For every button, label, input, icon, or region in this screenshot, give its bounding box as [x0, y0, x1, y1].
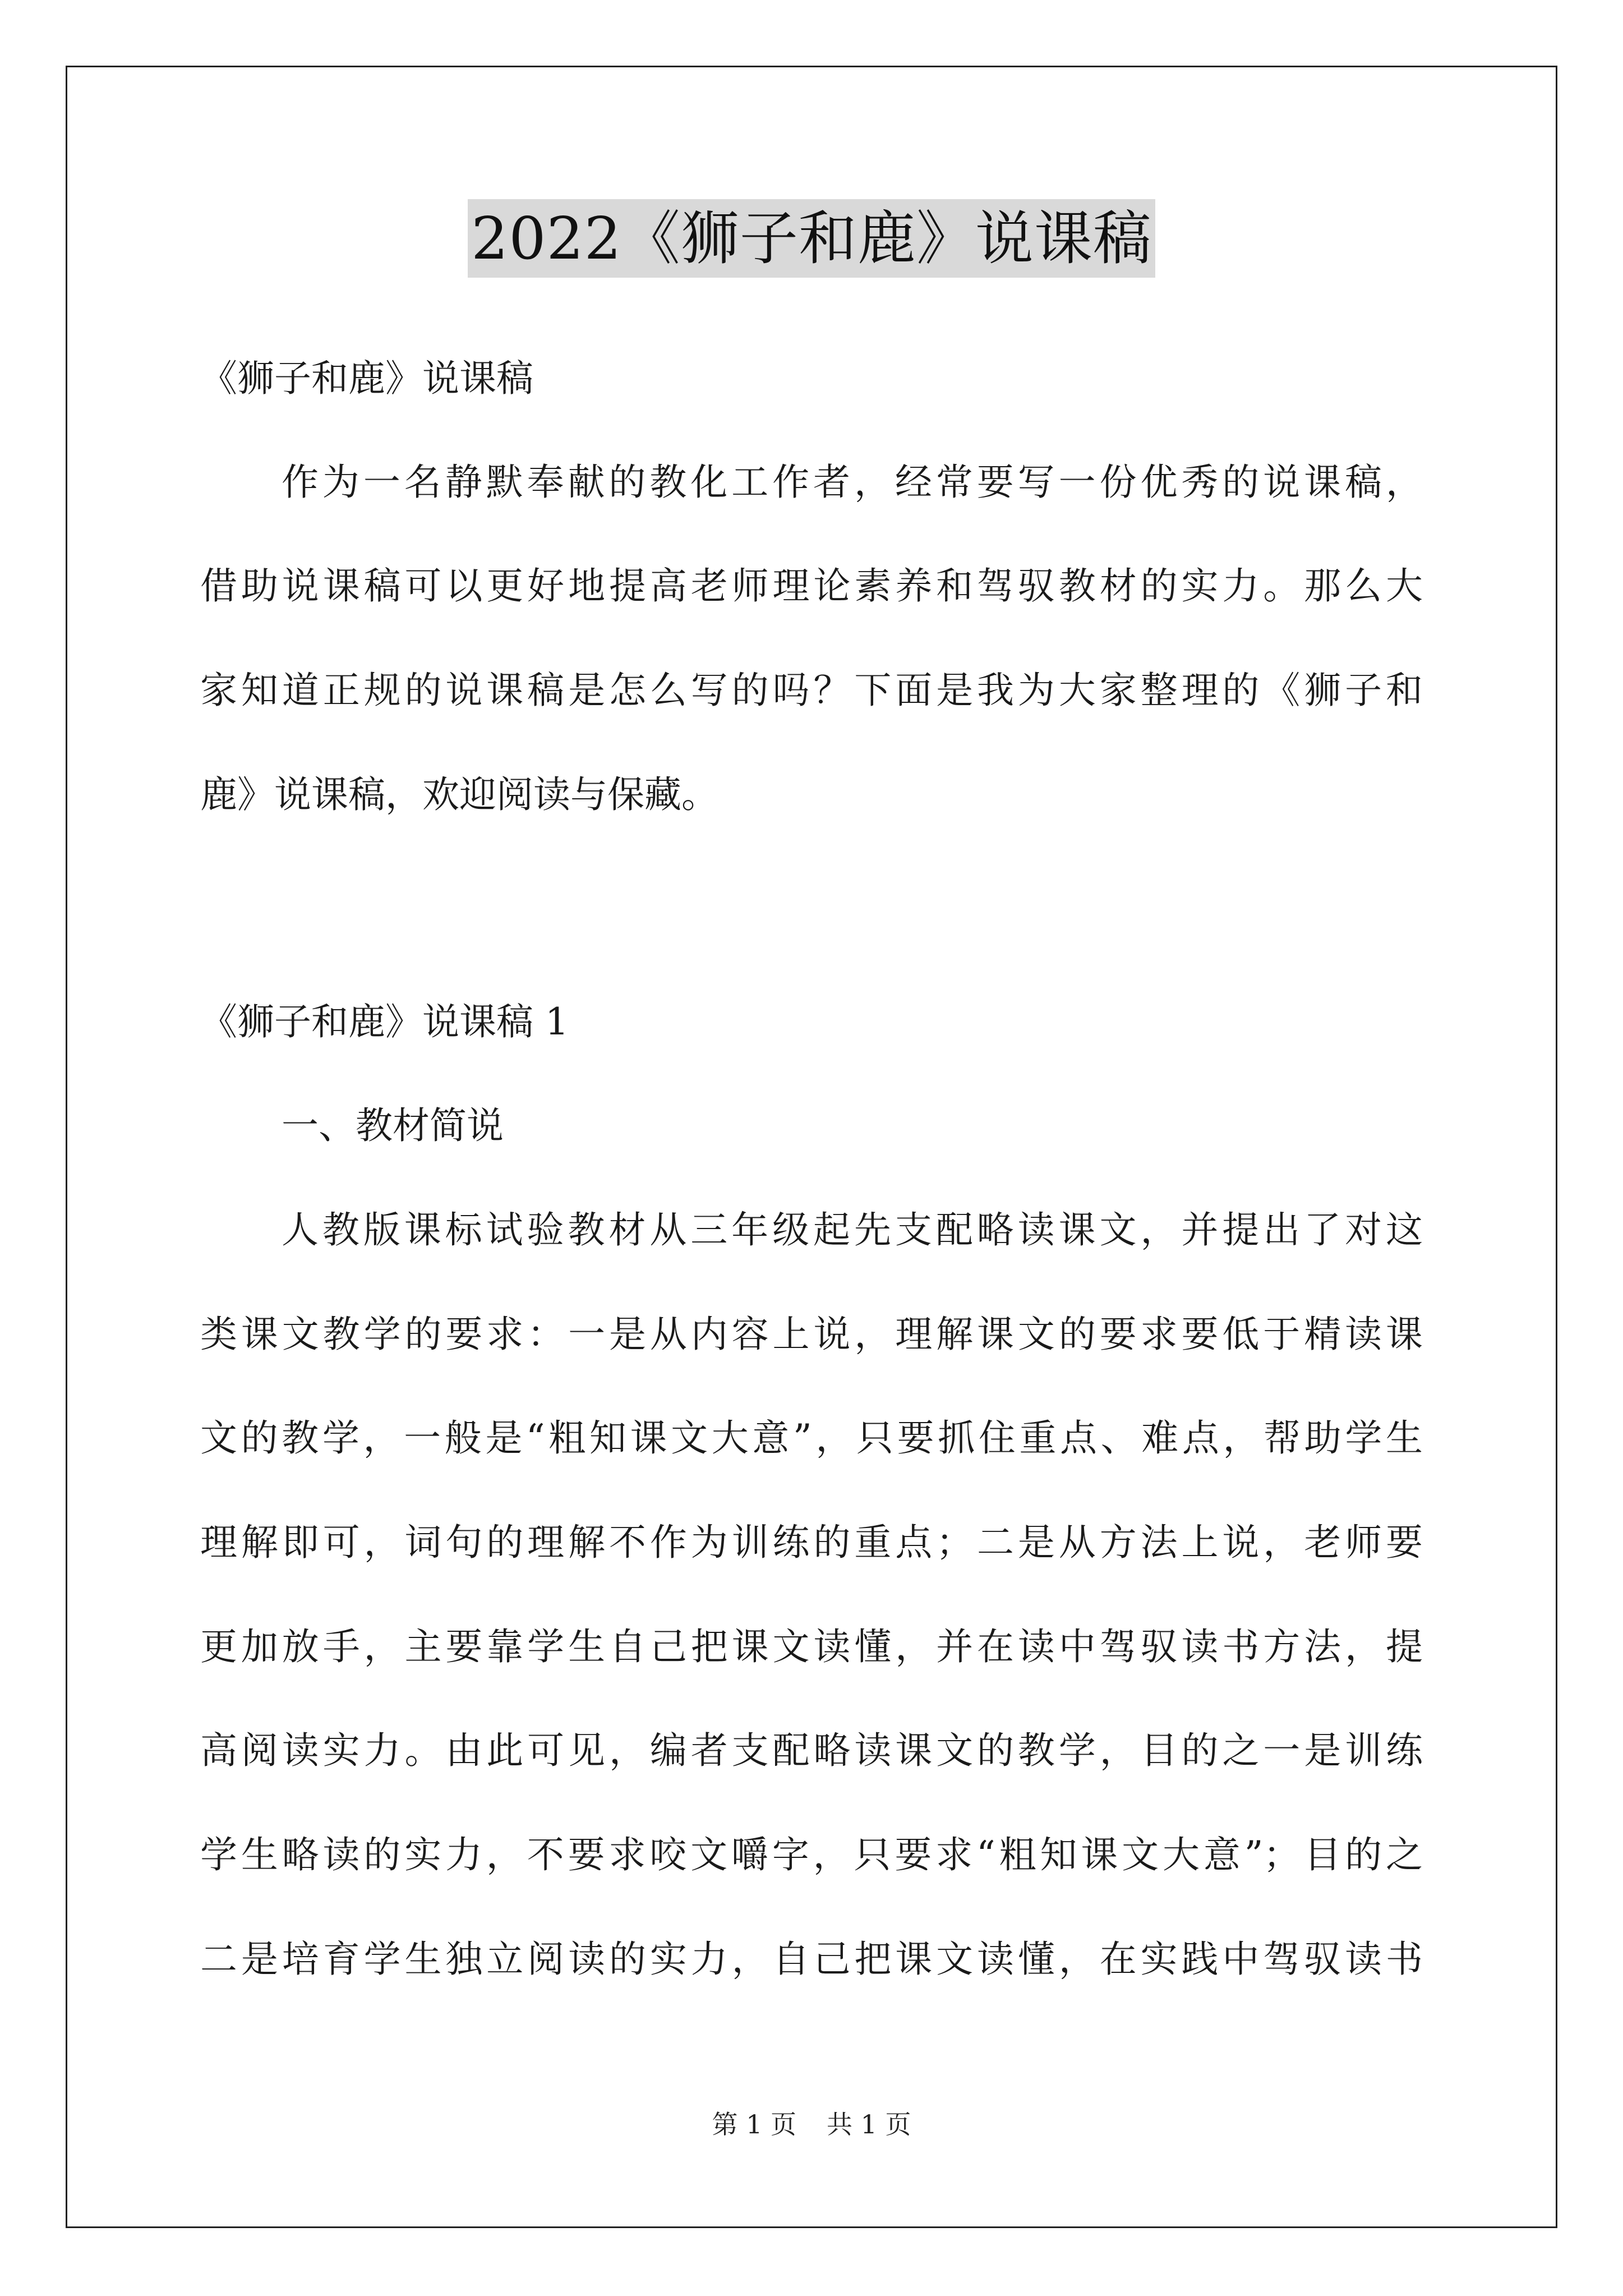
page-footer: [0, 2108, 1623, 2141]
intro-paragraph-line: 家知道正规的说课稿是怎么写的吗？下面是我为大家整理的《狮子和: [200, 669, 1423, 712]
body-paragraph-line: 高阅读实力。由此可见，编者支配略读课文的教学，目的之一是训练: [200, 1729, 1423, 1772]
body-paragraph-line: 人教版课标试验教材从三年级起先支配略读课文，并提出了对这: [282, 1208, 1423, 1251]
subsection-heading: 一、教材简说: [282, 1104, 504, 1147]
body-paragraph-line: 二是培育学生独立阅读的实力，自己把课文读懂，在实践中驾驭读书: [200, 1938, 1423, 1981]
intro-paragraph-line: 借助说课稿可以更好地提高老师理论素养和驾驭教材的实力。那么大: [200, 564, 1423, 608]
page-number: 第 1 页: [712, 2109, 796, 2139]
body-paragraph-line: 理解即可，词句的理解不作为训练的重点；二是从方法上说，老师要: [200, 1521, 1423, 1564]
document-title: 2022《狮子和鹿》说课稿: [468, 199, 1155, 278]
body-paragraph-line: 文的教学，一般是“粗知课文大意”，只要抓住重点、难点，帮助学生: [200, 1416, 1423, 1460]
body-paragraph-line: 类课文教学的要求：一是从内容上说，理解课文的要求要低于精读课: [200, 1313, 1423, 1356]
body-paragraph-line: 更加放手，主要靠学生自己把课文读懂，并在读中驾驭读书方法，提: [200, 1625, 1423, 1668]
intro-paragraph-line: 鹿》说课稿，欢迎阅读与保藏。: [200, 773, 718, 816]
intro-paragraph-line: 作为一名静默奉献的教化工作者，经常要写一份优秀的说课稿，: [282, 461, 1423, 504]
page-total: 共 1 页: [827, 2109, 911, 2139]
intro-heading: 《狮子和鹿》说课稿: [200, 357, 533, 400]
body-paragraph-line: 学生略读的实力，不要求咬文嚼字，只要求“粗知课文大意”；目的之: [200, 1833, 1423, 1876]
section-heading: 《狮子和鹿》说课稿 1: [200, 1000, 569, 1043]
title-container: [0, 199, 1623, 278]
